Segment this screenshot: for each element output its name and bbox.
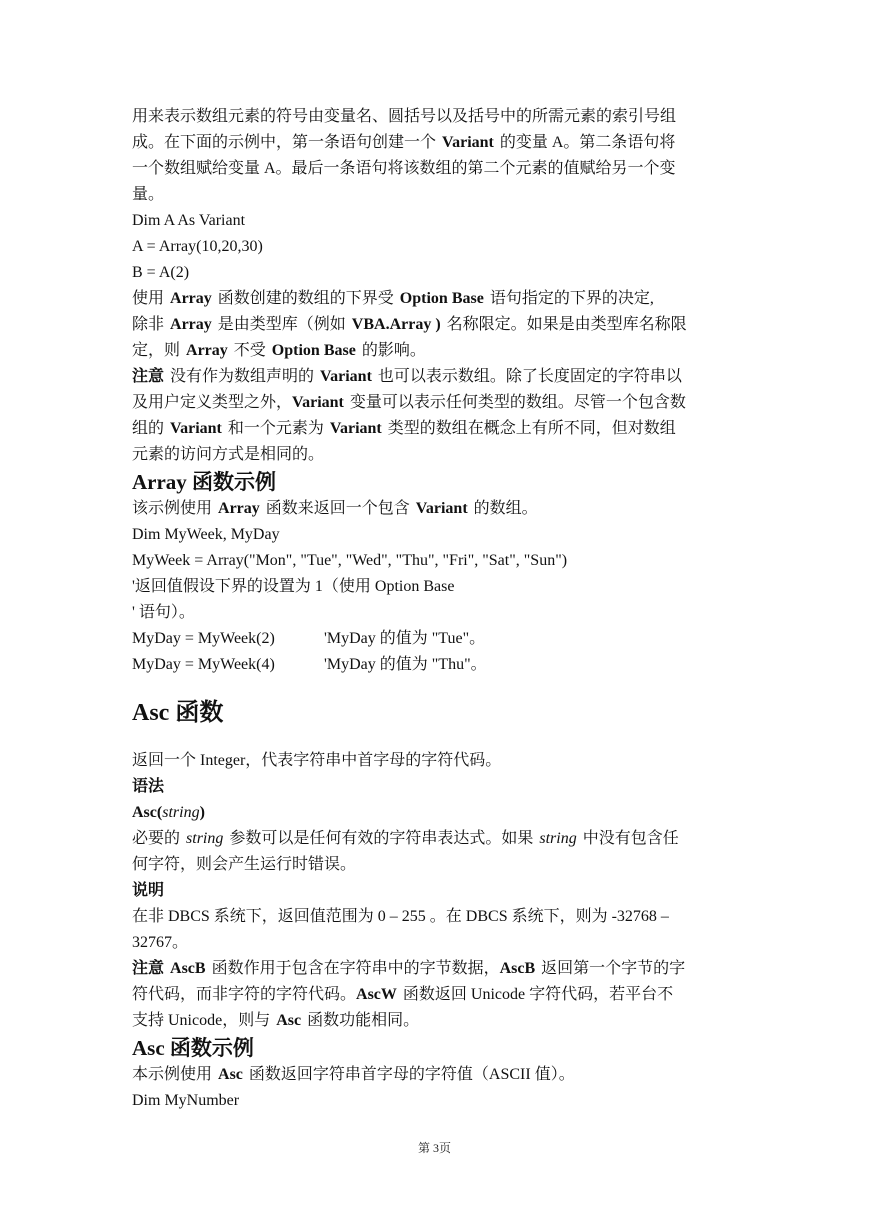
note-line-4: 元素的访问方式是相同的。 bbox=[132, 446, 325, 463]
lower-bound-line-3: 定，则 Array 不受 Option Base 的影响。 bbox=[132, 342, 426, 359]
intro-line-1: 用来表示数组元素的符号由变量名、圆括号以及括号中的所需元素的索引号组 bbox=[132, 108, 677, 125]
asc-example-heading: Asc 函数示例 bbox=[132, 1036, 254, 1060]
required-line-1: 必要的 string 参数可以是任何有效的字符串表达式。如果 string 中没有包含任 bbox=[132, 830, 679, 847]
code-line: Dim MyNumber bbox=[132, 1092, 240, 1109]
range-line-1: 在非 DBCS 系统下，返回值范围为 0 – 255 。在 DBCS 系统下，则为 -32768 – bbox=[132, 908, 669, 925]
asc-example-desc: 本示例使用 Asc 函数返回字符串首字母的字符值（ASCII 值）。 bbox=[132, 1066, 575, 1083]
asc-note-line-3: 支持 Unicode，则与 Asc 函数功能相同。 bbox=[132, 1012, 420, 1029]
spacer bbox=[132, 678, 738, 698]
code-line: A = Array(10,20,30) bbox=[132, 238, 263, 255]
code-line: B = A(2) bbox=[132, 264, 190, 281]
intro-line-3: 一个数组赋给变量 A。最后一条语句将该数组的第二个元素的值赋给另一个变 bbox=[132, 160, 676, 177]
range-line-2: 32767。 bbox=[132, 934, 189, 951]
note-line-2: 及用户定义类型之外，Variant 变量可以表示任何类型的数组。尽管一个包含数 bbox=[132, 394, 686, 411]
page-number: 第 3页 bbox=[417, 1141, 451, 1155]
code-line: Dim A As Variant bbox=[132, 212, 246, 229]
bold-term: Variant bbox=[442, 134, 494, 151]
array-example-heading: Array 函数示例 bbox=[132, 470, 277, 494]
asc-note-line-1: 注意 AscB 函数作用于包含在字符串中的字节数据，AscB 返回第一个字节的字 bbox=[132, 960, 686, 977]
note-line-1: 注意 没有作为数组声明的 Variant 也可以表示数组。除了长度固定的字符串以 bbox=[132, 368, 682, 385]
code-row: MyDay = MyWeek(4) 'MyDay 的值为 "Thu"。 bbox=[132, 656, 487, 673]
code-line: Dim MyWeek, MyDay bbox=[132, 526, 280, 543]
note-label: 注意 bbox=[132, 368, 165, 385]
asc-title: Asc 函数 bbox=[132, 700, 224, 726]
remarks-label: 说明 bbox=[132, 882, 165, 899]
array-example-desc: 该示例使用 Array 函数来返回一个包含 Variant 的数组。 bbox=[132, 500, 538, 517]
note-label: 注意 bbox=[132, 960, 165, 977]
code-row: MyDay = MyWeek(2) 'MyDay 的值为 "Tue"。 bbox=[132, 630, 486, 647]
page-content bbox=[132, 104, 738, 1114]
code-comment: '返回值假设下界的设置为 1（使用 Option Base bbox=[132, 578, 455, 595]
syntax-signature: Asc(string) bbox=[132, 804, 205, 821]
code-comment: ' 语句）。 bbox=[132, 604, 195, 621]
code-line: MyWeek = Array("Mon", "Tue", "Wed", "Thu", "Fri", "Sat", "Sun") bbox=[132, 552, 568, 569]
intro-line-4: 量。 bbox=[132, 186, 165, 203]
asc-returns: 返回一个 Integer，代表字符串中首字母的字符代码。 bbox=[132, 752, 502, 769]
intro-line-2: 成。在下面的示例中，第一条语句创建一个 Variant 的变量 A。第二条语句将 bbox=[132, 134, 676, 151]
lower-bound-line-1: 使用 Array 函数创建的数组的下界受 Option Base 语句指定的下界的决定, bbox=[132, 290, 654, 307]
spacer bbox=[132, 728, 738, 748]
required-line-2: 何字符，则会产生运行时错误。 bbox=[132, 856, 357, 873]
asc-note-line-2: 符代码，而非字符的字符代码。AscW 函数返回 Unicode 字符代码，若平台不 bbox=[132, 986, 674, 1003]
note-line-3: 组的 Variant 和一个元素为 Variant 类型的数组在概念上有所不同，但对数组 bbox=[132, 420, 676, 437]
syntax-label: 语法 bbox=[132, 778, 165, 795]
lower-bound-line-2: 除非 Array 是由类型库（例如 VBA.Array ) 名称限定。如果是由类型库名称限 bbox=[132, 316, 687, 333]
